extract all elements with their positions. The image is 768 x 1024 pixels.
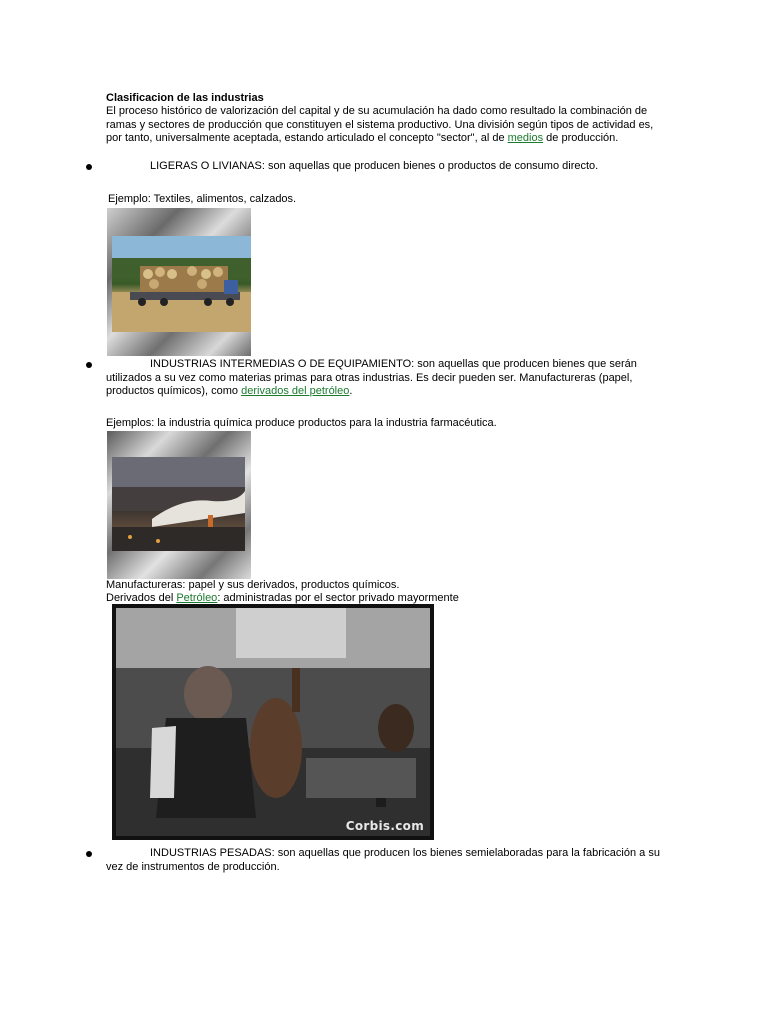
intermedias-text: INDUSTRIAS INTERMEDIAS O DE EQUIPAMIENTO: son aquellas que producen bienes que serán utilizados a su vez como materias primas para otras industrias. Es decir pueden ser. Manufactureras (papel, productos químicos), como	[106, 358, 637, 397]
logging-truck-image	[107, 208, 251, 356]
ligeras-example: Ejemplo: Textiles, alimentos, calzados.	[108, 193, 297, 205]
corbis-watermark: Corbis.com	[345, 818, 424, 833]
intro-paragraph	[106, 105, 662, 146]
ligeras-text: LIGERAS O LIVIANAS: son aquellas que producen bienes o productos de consumo directo.	[150, 160, 599, 172]
medios-link[interactable]: medios	[507, 132, 544, 144]
ligeras-item	[106, 160, 662, 174]
intermedias-item	[106, 358, 662, 399]
pesadas-item	[106, 847, 662, 874]
derivados-petroleo-link[interactable]: derivados del petróleo	[241, 385, 350, 397]
bullet-icon	[86, 362, 92, 368]
intro-text-after: de producción.	[546, 132, 619, 144]
intermedias-example: Ejemplos: la industria química produce productos para la industria farmacéutica.	[106, 417, 497, 429]
bullet-icon	[86, 164, 92, 170]
derivados-text: Derivados del	[106, 592, 174, 604]
manufactureras-line: Manufactureras: papel y sus derivados, productos químicos.	[106, 579, 400, 591]
intro-text: El proceso histórico de valorización del capital y de su acumulación ha dado como resultado la combinación de ramas y sectores de producción que constituyen el sistema productivo. Una división según tipos de actividad es, por tanto, universalmente aceptada, estando articulado el concepto "sector", al de	[106, 105, 654, 144]
bullet-icon	[86, 851, 92, 857]
derivados-text-after: : administradas por el sector privado mayormente	[217, 592, 459, 604]
refinery-image	[107, 431, 251, 579]
violin-maker-photo	[112, 604, 434, 840]
pesadas-text: INDUSTRIAS PESADAS: son aquellas que producen los bienes semielaboradas para la fabricación a su vez de instrumentos de producción.	[106, 847, 660, 873]
intermedias-text-after: .	[349, 385, 353, 397]
petroleo-link[interactable]: Petróleo	[176, 592, 218, 604]
page-title: Clasificacion de las industrias	[106, 92, 264, 104]
